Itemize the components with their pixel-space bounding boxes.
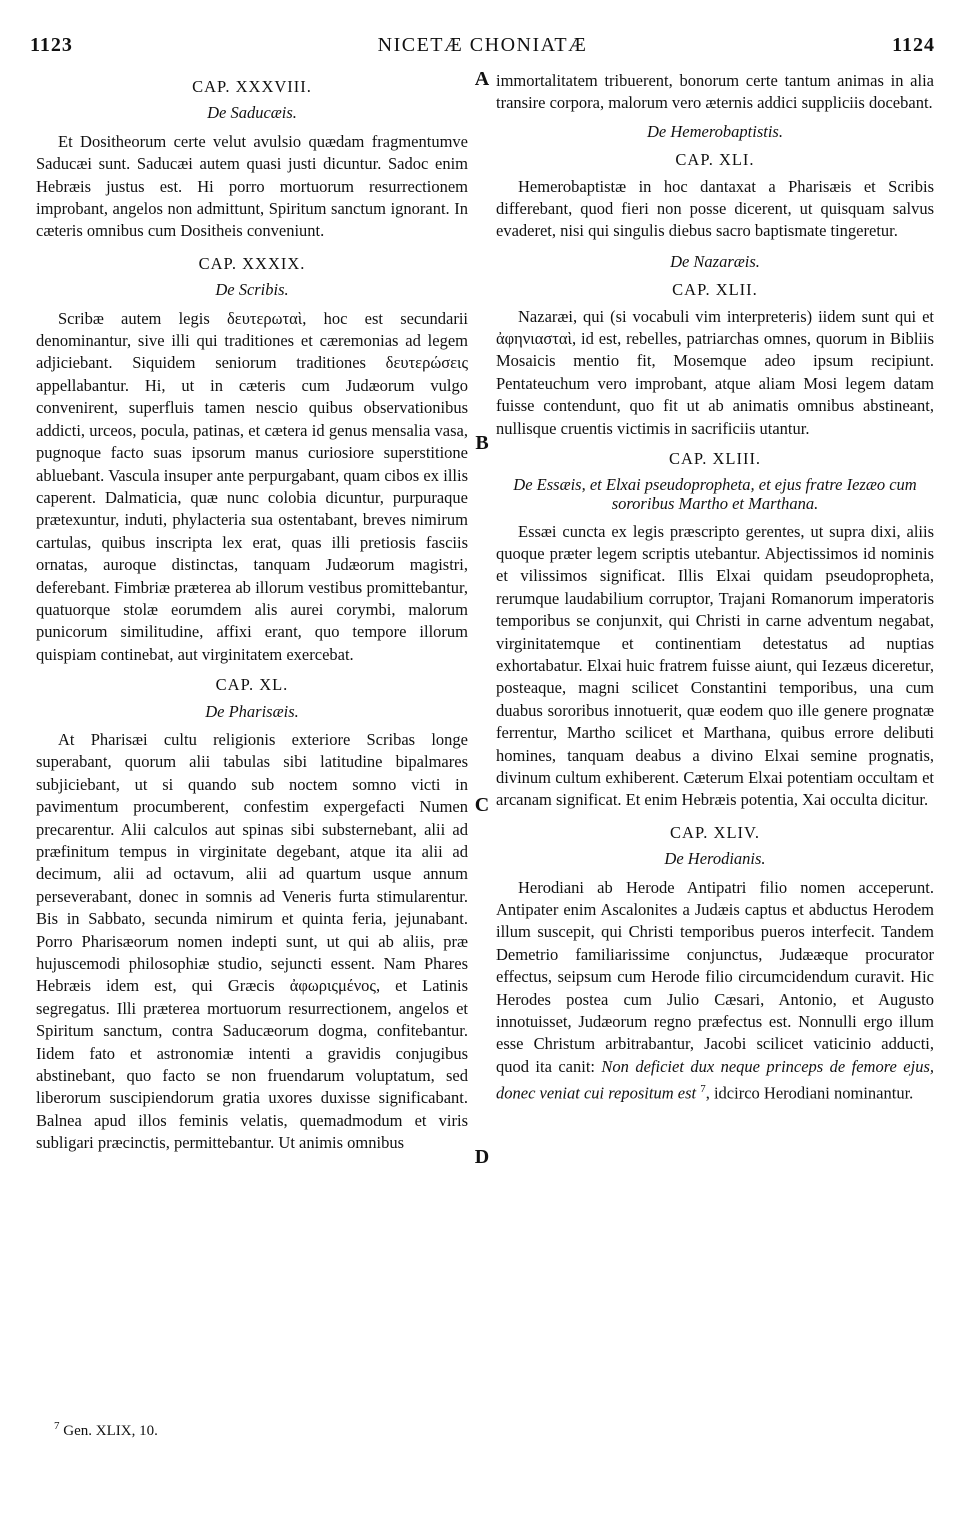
chapter-subtitle: De Nazaræis. bbox=[670, 251, 760, 271]
margin-letter-c: C bbox=[474, 794, 490, 816]
running-title: NICETÆ CHONIATÆ bbox=[377, 34, 588, 56]
chapter-subtitle: De Pharisæis. bbox=[205, 701, 299, 721]
paragraph-text: , idcirco Herodiani nominantur. bbox=[705, 1083, 914, 1103]
paragraph: Hemerobaptistæ in hoc dantaxat a Pharisæis et Scribis differebant, quod fieri non posse dicerent, ut quisquam salvus evaderet, nisi qui singulis diebus sacro baptismate tingeretur. bbox=[496, 176, 934, 241]
chapter-subtitle: De Saducæis. bbox=[207, 103, 297, 123]
paragraph: At Pharisæi cultu religionis exteriore Scribas longe superabant, quorum alii tabulas sibi latitudine bipalmares subjiciebant, ut si quando sub noctem somno victi in pavimentum procumberent, confestim expergefacti Numen precarentur. Alii calculos aut spinas sibi substernebant, alii ad præfinitum tempus in virginitate degebant, atque ita alii ad decimum, alii ad octavum, alii ad quartum usque annum perseverabant, donec in somnis ad Veneris furta stimularentur. Bis in Sabbato, secunda nimirum et quinta feria, jejunabant. Porro Pharisæorum nomen indepti sunt, ut qui ab aliis, præ hujuscemodi philosophiæ studio, sejuncti essent. Nam Phares Hebræis idem est, qui Græcis ἀφωριςμένος, et Latinis segregatus. Illi præterea mortuorum resurrectionem, angelos et Spiritum sanctum, contra Saducæorum dogma, confitebantur. Iidem fato et astronomiæ intenti a gravidis conjugibus abstinebant, quo facto se non fruendarum voluptatum, sed liberorum suscipiendorum gratia uxores duxisse significabant. Balnea apud illos feminis velatis, quemadmodum et viris subligari præcinctis, permittebantur. Ut animis omnibus bbox=[36, 729, 468, 1153]
page-number-right: 1124 bbox=[892, 34, 935, 56]
chapter-subtitle: De Scribis. bbox=[215, 280, 289, 300]
chapter-heading: CAP. XLIV. bbox=[670, 822, 760, 842]
left-column bbox=[36, 70, 468, 1155]
chapter-heading: CAP. XLI. bbox=[675, 150, 755, 170]
right-column bbox=[496, 70, 934, 1105]
paragraph bbox=[496, 877, 934, 1106]
chapter-heading: CAP. XXXIX. bbox=[198, 253, 306, 273]
paragraph: Et Dositheorum certe velut avulsio quædam fragmentumve Saducæi sunt. Saducæi autem quasi justi dicuntur. Sadoc enim Hebræis justus est. Hi porro mortuorum resurrectionem improbant, angelos non admittunt, Spiritum sanctum ignorant. In cæteris omnibus cum Dositheis conveniunt. bbox=[36, 131, 468, 241]
paragraph: Nazaræi, qui (si vocabuli vim interpreteris) iidem sunt qui et ἀφηνιασταὶ, id est, rebelles, patriarchas omnes, quorum in Bibliis Mosaicis mentio fit, Mosemque adeo ipsum recipiunt. Pentateuchum vero improbant, atque aliam Mosi legem datam fuisse contendunt, quo fit ut ab animatis omnibus abstineant, nullisque cruentis victimis in sacrificiis utantur. bbox=[496, 306, 934, 438]
chapter-subtitle: De Essæis, et Elxai pseudopropheta, et ejus fratre Iezæo cum sororibus Martho et Marthana. bbox=[513, 474, 917, 513]
margin-letter-a: A bbox=[474, 68, 490, 90]
running-header bbox=[30, 34, 935, 62]
chapter-heading: CAP. XLII. bbox=[672, 280, 758, 300]
chapter-heading: CAP. XL. bbox=[215, 675, 289, 695]
paragraph: Essæi cuncta ex legis præscripto gerentes, ut supra dixi, aliis quoque præter legem scriptis utebantur. Abjectissimos id nominis et vilissimos significat. Illis Elxai quidam pseudopropheta, rerumque laudabilium corruptor, Trajani Romanorum imperatoris temporibus se conjunxit, qui Christi in carne adventum negabat, virginitatemque et continentiam detestatus ad nuptias exhortabatur. Elxai huic fratrem fuisse aiunt, qui Iezæus diceretur, posteaque, magni scilicet Constantini temporibus, una cum duabus sororibus innotuerit, quæ eodem quo ille genere prognatæ ferrentur, Martho scilicet et Marthana, quibus errore delibuti homines, tanquam deabus a divino Elxai semine prognatis, divinum cultum exhiberent. Cæterum Elxai potentiam occultam et arcanam significat. Et enim Hebræis potentia, Xai occulta dicitur. bbox=[496, 521, 934, 810]
paragraph-continued: immortalitatem tribuerent, bonorum certe tantum animas in alia transire corpora, malorum vero æternis addici suppliciis docebant. bbox=[496, 71, 934, 113]
chapter-subtitle: De Hemerobaptistis. bbox=[647, 121, 783, 141]
margin-letter-b: B bbox=[475, 432, 489, 454]
page-number-left: 1123 bbox=[30, 34, 73, 56]
chapter-heading: CAP. XXXVIII. bbox=[192, 77, 312, 96]
footnote-reference: 7 bbox=[700, 1083, 706, 1096]
margin-letter-d: D bbox=[474, 1146, 490, 1168]
footnote-text: Gen. XLIX, 10. bbox=[63, 1423, 158, 1439]
footnote-mark: 7 bbox=[54, 1420, 60, 1432]
scripture-quote: Non deficiet dux neque princeps de femore ejus, donec veniat cui repositum est bbox=[496, 1056, 934, 1103]
paragraph-text: Herodiani ab Herode Antipatri filio nomen acceperunt. Antipater enim Ascalonites a Judæis captus et abductus Herodem illum suscepit, qui Christi temporibus pueros interfecit. Tandem Demetrio familiarissime conjunctus, Judææque procurator effectus, seipsum cum Herode filio circumcidendum curavit. Hic Herodes postea cum Julio Cæsari, Antonio, et Augusto innotuisset, Judæorum regno præfectus est. Nonnulli ergo illum esse Christum arbitrabantur, Jacobi scilicet vaticinio adducti, quod ita canit: bbox=[496, 877, 934, 1076]
chapter-heading: CAP. XLIII. bbox=[668, 449, 762, 469]
chapter-subtitle: De Herodianis. bbox=[664, 849, 766, 869]
paragraph: Scribæ autem legis δευτερωταὶ, hoc est secundarii denominantur, sive illi qui traditiones et cæremonias ad legem adjiciebant. Siquidem seniorum traditiones δευτερώσεις appellabantur. Hi, ut in cæteris cum Judæorum vulgo convenirent, superfluis tamen nescio quibus observationibus addicti, urceos, pocula, patinas, et cætera id genus mensalia vasa, pugnoque facto suas ipsorum manus curiosiore superstitione abluebant. Vascula insuper ante perpurgabant, quam cibos ex illis caperent. Dalmaticia, quæ nunc colobia dicuntur, purpuraque prætexuntur, induti, phylacteria sua ostentabant, breves nimirum cartulas, quibus inscripta lex erat, quas illi pretiosis fasciis ornatas, auroque distinctas, tanquam Judæorum magistri, deferebant. Fimbriæ præterea ab illorum vestibus promittebantur, quatuorque stolæ eorumdem alis aurei corymbi, malorum punicorum similitudine, affixi erant, quo tempore illorum quispiam continebat, aut virginitatem exercebat. bbox=[36, 308, 468, 664]
footnote bbox=[54, 1420, 158, 1440]
